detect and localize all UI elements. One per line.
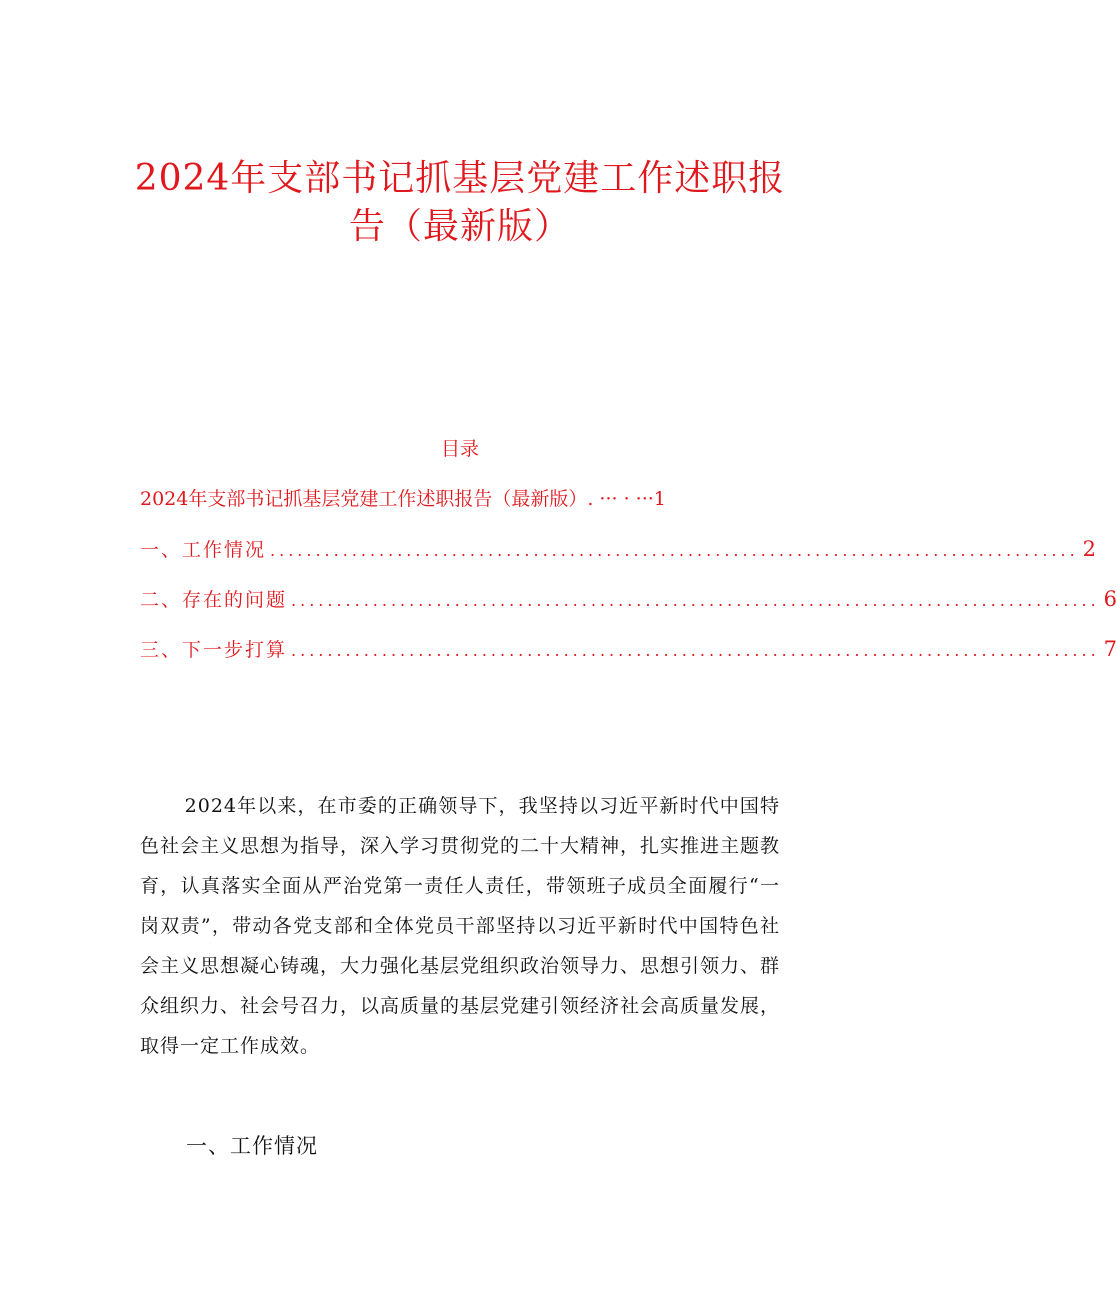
toc-dot-leader: ......................................................................................... xyxy=(291,591,1100,610)
toc-page-number: 7 xyxy=(1103,637,1117,661)
document-title: 2024年支部书记抓基层党建工作述职报告（最新版） xyxy=(134,158,786,247)
intro-paragraph: 2024年以来，在市委的正确领导下，我坚持以习近平新时代中国特色社会主义思想为指导，深入学习贯彻党的二十大精神，扎实推进主题教育，认真落实全面从严治党第一责任人责任，带领班子成员全面履行“一岗双责”，带动各党支部和全体党员干部坚持以习近平新时代中国特色社会主义思想凝心铸魂，大力强化基层党组织政治领导力、思想引领力、群众组织力、社会号召力，以高质量的基层党建引领经济社会高质量发展，取得一定工作成效。 xyxy=(140,795,781,1057)
toc-entry-work-status[interactable] xyxy=(140,535,1097,565)
toc-entry-label: 一、工作情况 xyxy=(140,539,267,561)
toc-entry-next-steps[interactable] xyxy=(140,635,1117,665)
toc-dot-leader: ......................................................................................... xyxy=(270,541,1079,560)
toc-page-number: 6 xyxy=(1103,587,1117,611)
toc-dot-leader: ......................................................................................... xyxy=(291,641,1100,660)
toc-entry-label: 三、下一步打算 xyxy=(140,639,288,661)
toc-page-number: 2 xyxy=(1082,537,1097,561)
toc-entry-label: 二、存在的问题 xyxy=(140,589,288,611)
section-heading-work-status: 一、工作情况 xyxy=(186,1134,318,1158)
toc-entry-problems[interactable] xyxy=(140,585,1117,615)
toc-entry-title[interactable]: 2024年支部书记抓基层党建工作述职报告（最新版）. ··· · ···1 xyxy=(140,488,666,510)
toc-heading: 目录 xyxy=(440,438,479,460)
